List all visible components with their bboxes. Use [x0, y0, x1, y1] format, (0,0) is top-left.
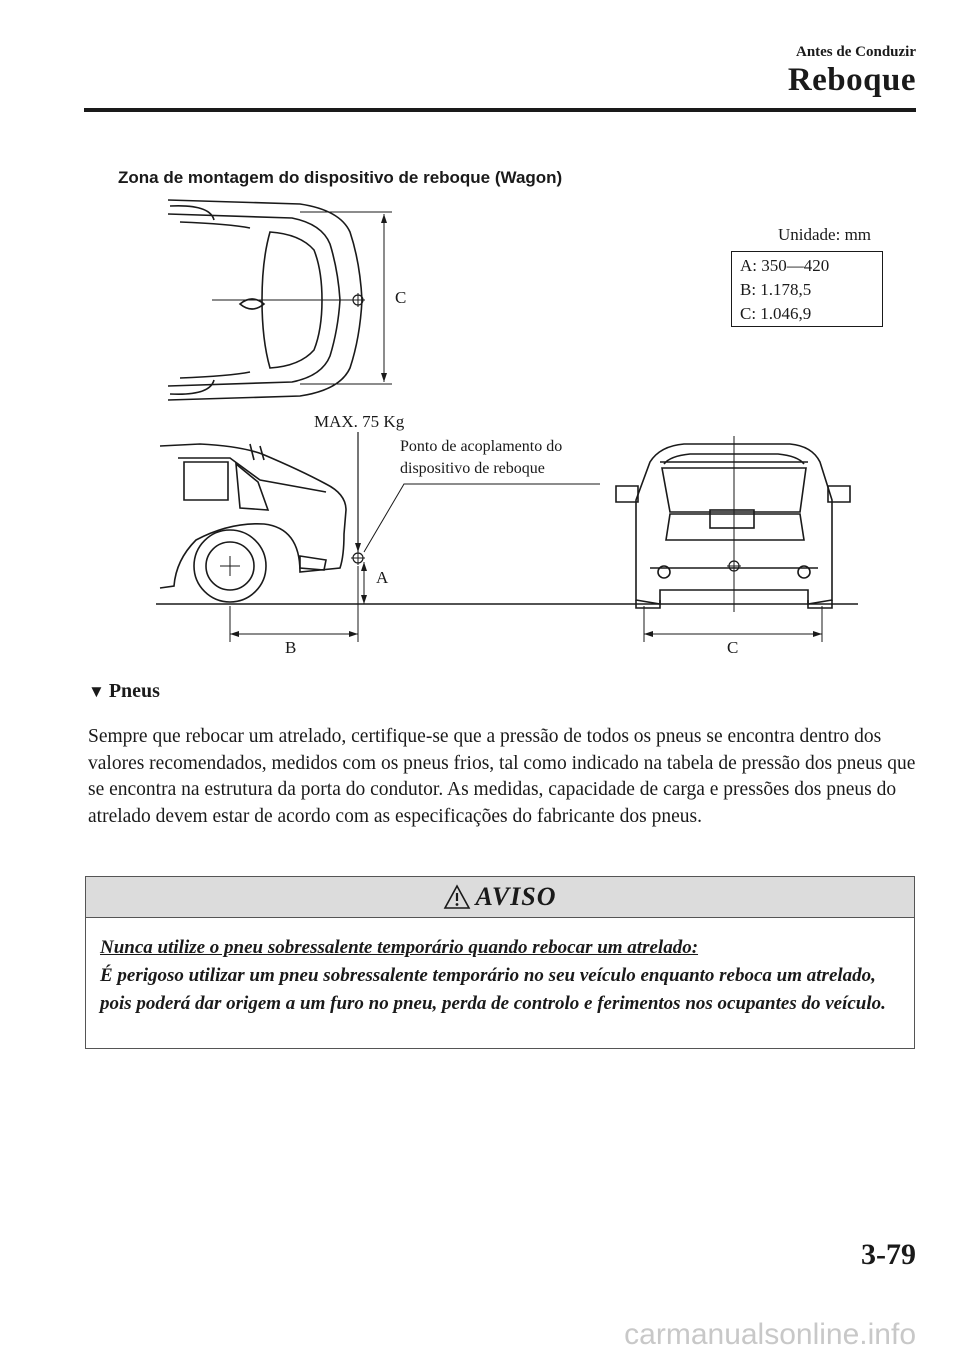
coupling-point-line-1: Ponto de acoplamento do — [400, 438, 563, 455]
page-number: 3-79 — [861, 1238, 916, 1271]
dim-a-label: A — [376, 568, 389, 587]
down-triangle-icon: ▼ — [88, 682, 105, 701]
section-heading — [88, 680, 160, 703]
warning-box — [85, 876, 915, 1049]
spec-a: A: 350—420 — [740, 256, 830, 275]
warning-text: É perigoso utilizar um pneu sobressalente temporário no seu veículo enquanto reboca um atrelado, pois poderá dar origem a um furo no pneu, perda de controlo e ferimentos nos ocupantes do veículo. — [100, 965, 886, 1014]
dim-b-label: B — [285, 638, 297, 657]
spec-c: C: 1.046,9 — [740, 304, 812, 323]
top-view-car — [168, 200, 392, 400]
coupling-point-label — [400, 436, 562, 480]
figure-title: Zona de montagem do dispositivo de reboque (Wagon) — [118, 168, 563, 187]
rear-view-car — [616, 436, 850, 612]
chapter-title: Antes de Conduzir — [795, 44, 916, 60]
spec-b: B: 1.178,5 — [740, 280, 812, 299]
dim-c-top-label: C — [395, 288, 407, 307]
towing-diagram — [0, 0, 960, 670]
warning-title: AVISO — [475, 882, 557, 911]
warning-first-line: Nunca utilize o pneu sobressalente temporário quando rebocar um atrelado: — [100, 937, 699, 958]
max-load-label: MAX. 75 Kg — [314, 412, 405, 431]
coupling-point-line-2: dispositivo de reboque — [400, 460, 545, 477]
dim-c-rear-label: C — [727, 638, 739, 657]
watermark: carmanualsonline.info — [624, 1318, 916, 1351]
side-view-car — [160, 444, 365, 602]
warning-triangle-icon — [443, 884, 471, 910]
section-heading-text: Pneus — [108, 680, 160, 702]
section-title: Reboque — [787, 62, 916, 98]
unit-label: Unidade: mm — [778, 225, 872, 244]
warning-header — [86, 877, 914, 918]
warning-body — [86, 918, 914, 1018]
section-body: Sempre que rebocar um atrelado, certifique-se que a pressão de todos os pneus se encontra dentro dos valores recomendados, medidos com os pneus frios, tal como indicado na tabela de pressão dos pneus que se encontra na estrutura da porta do condutor. As medidas, capacidade de carga e pressões dos pneus do atrelado devem estar de acordo com as especificações do fabricante dos pneus. — [88, 726, 916, 827]
